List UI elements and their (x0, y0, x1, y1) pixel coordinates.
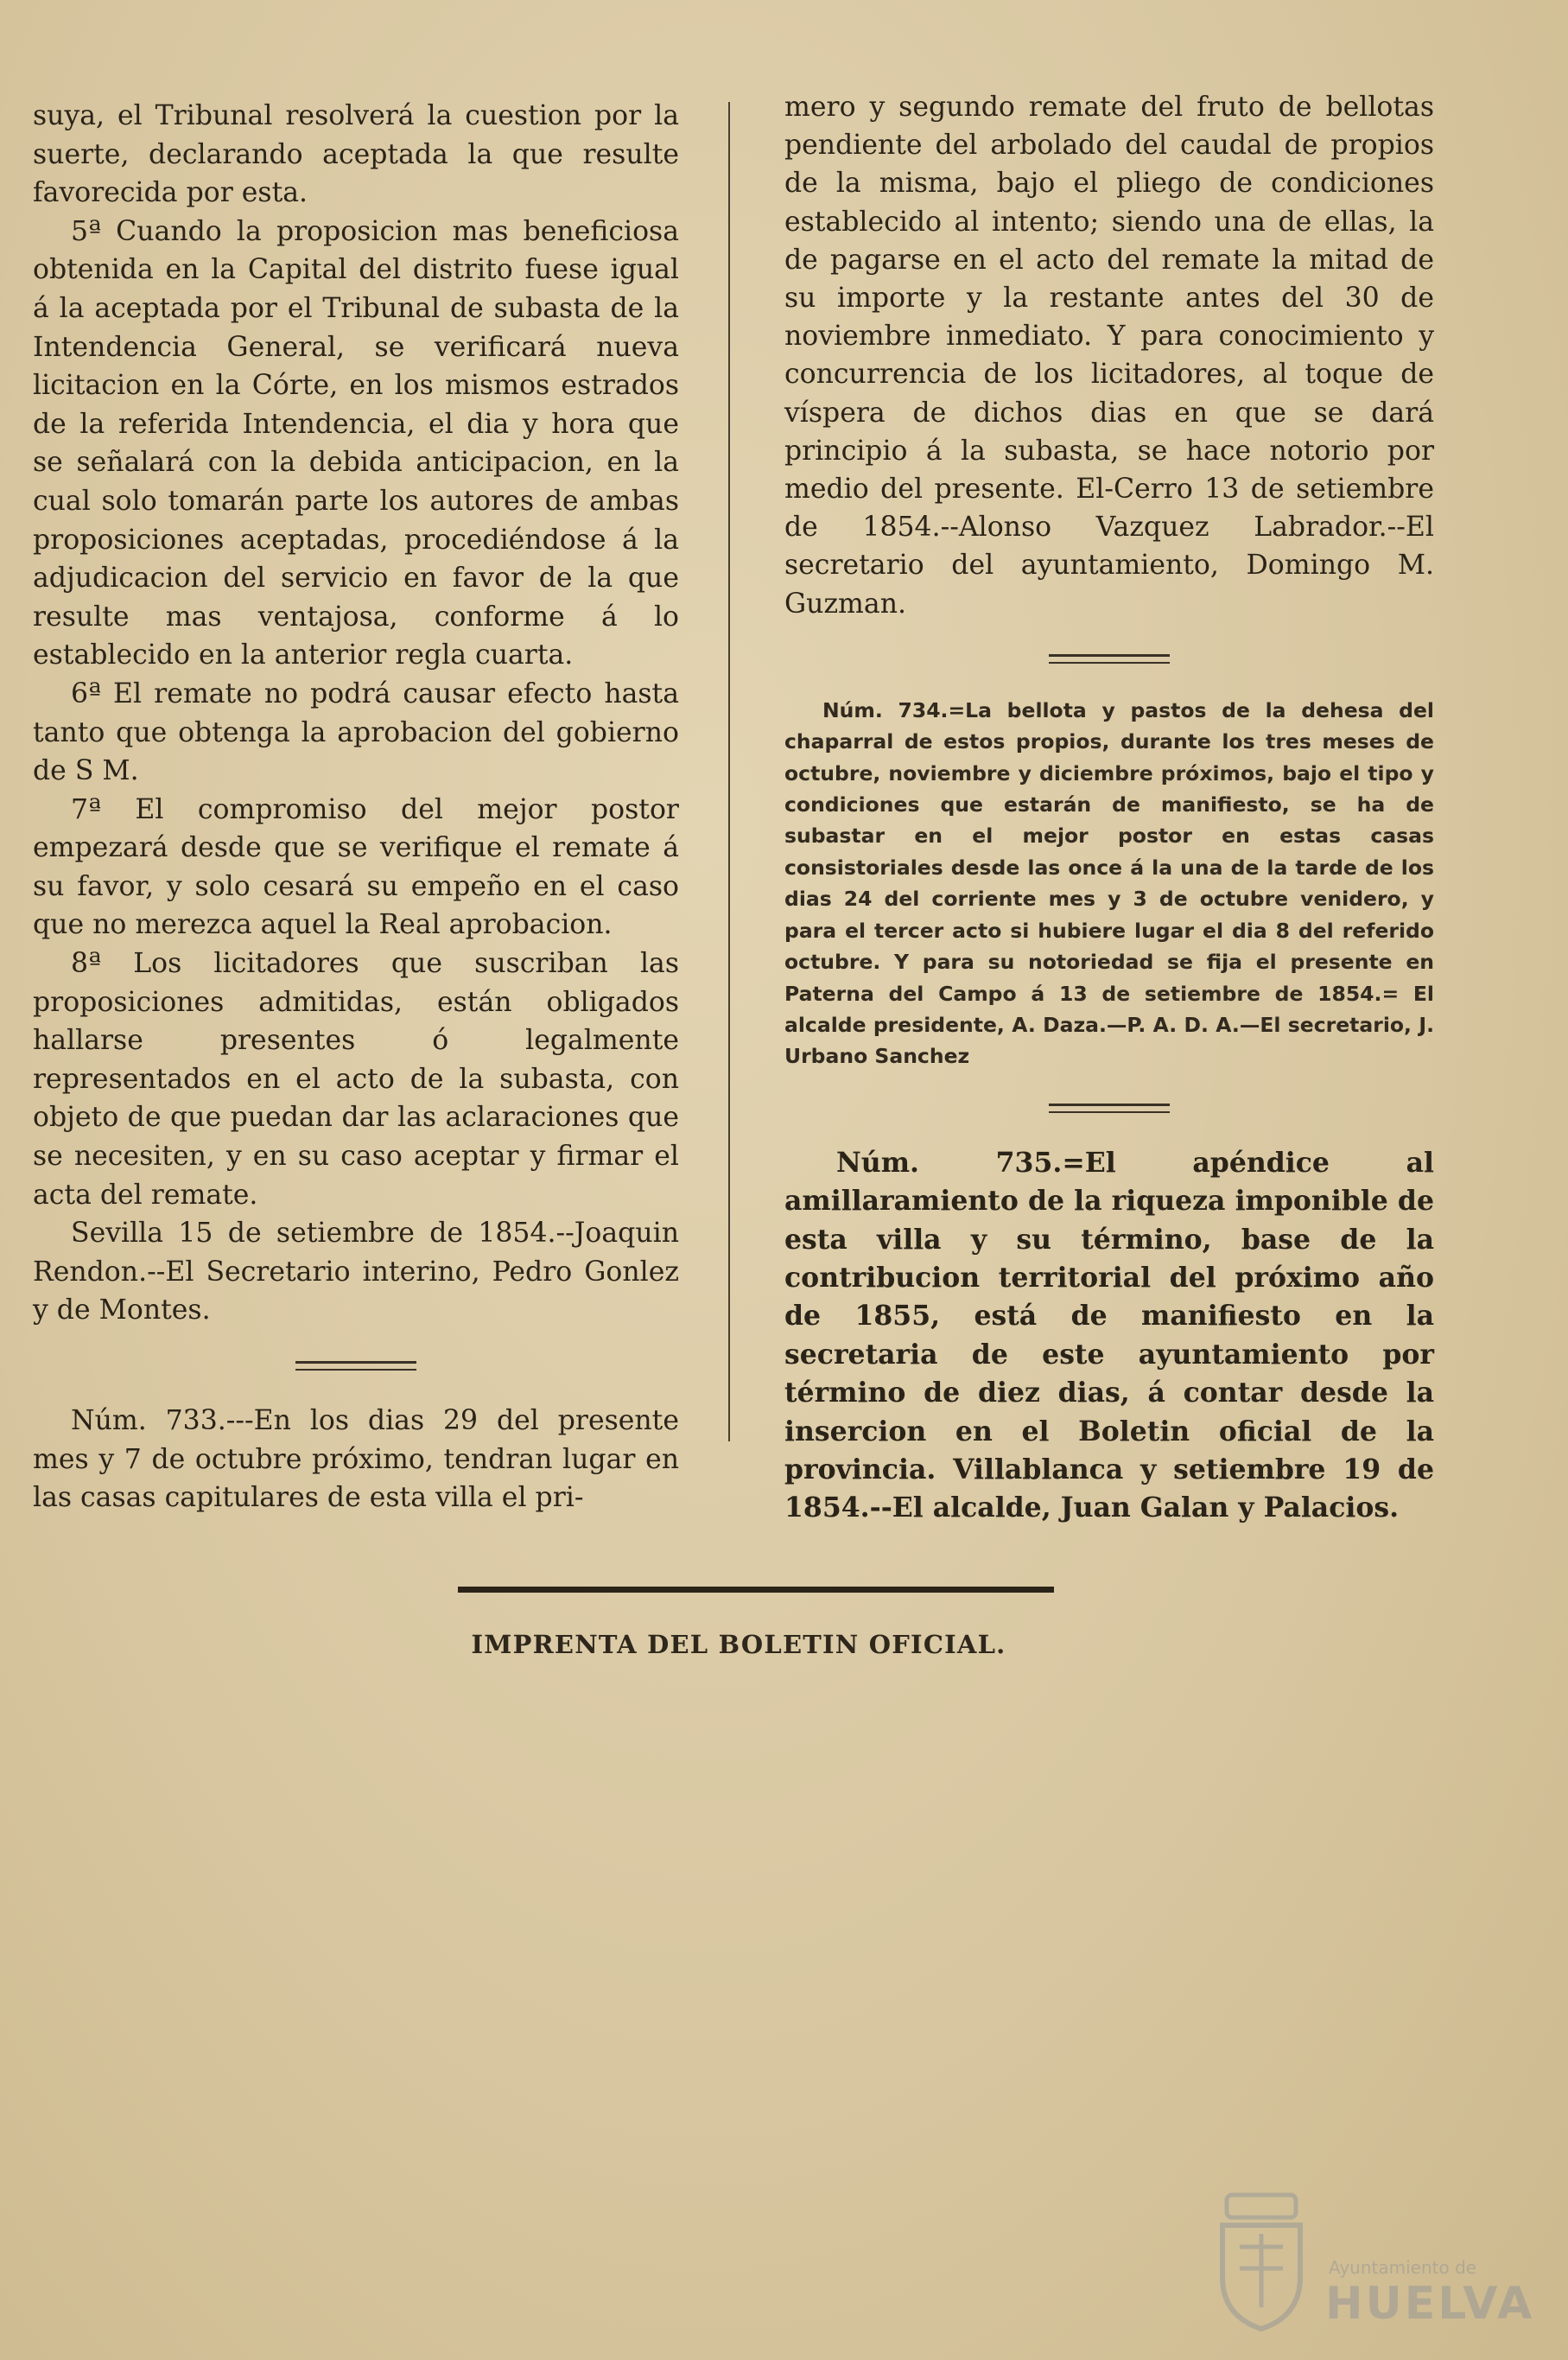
watermark-line-1: Ayuntamiento de (1329, 2257, 1477, 2278)
section-divider (295, 1361, 416, 1371)
column-divider (728, 102, 730, 1441)
rule-7-paragraph: 7ª El compromiso del mejor postor empezará desde que se verifique el remate á su favor, y solo cesará su empeño en el caso que no merezca aquel la Real aprobacion. (33, 793, 679, 941)
imprint-line: IMPRENTA DEL BOLETIN OFICIAL. (471, 1630, 1006, 1659)
section-divider (1049, 1104, 1170, 1113)
rule-8-paragraph: 8ª Los licitadores que suscriban las proposiciones admitidas, están obligados hallarse presentes ó legalmente representados en el acto de la subasta, con objeto de que puedan dar las aclaraciones que se necesiten, y en su caso aceptar y firmar el acta del remate. (33, 948, 679, 1211)
crest-icon (1209, 2186, 1313, 2333)
left-column (33, 97, 679, 1517)
watermark-line-2: HUELVA (1325, 2278, 1535, 2330)
rule-6-paragraph: 6ª El remate no podrá causar efecto hasta tanto que obtenga la aprobacion del gobierno de S M. (33, 677, 679, 787)
notice-733-paragraph: Núm. 733.---En los dias 29 del presente mes y 7 de octubre próximo, tendran lugar en las casas capitulares de esta villa el pri- (33, 1405, 679, 1514)
rule-5-paragraph: 5ª Cuando la proposicion mas beneficiosa obtenida en la Capital del distrito fuese igual á la aceptada por el Tribunal de subasta de la Intendencia General, se verificará nueva licitacion en la Córte, en los mismos estrados de la referida Intendencia, el dia y hora que se señalará con la debida anticipacion, en la cual solo tomarán parte los autores de ambas proposiciones aceptadas, procediéndose á la adjudicacion del servicio en favor de la que resulte mas ventajosa, conforme á lo establecido en la anterior regla cuarta. (33, 215, 679, 671)
notice-733-continued: mero y segundo remate del fruto de bellotas pendiente del arbolado del caudal de propios de la misma, bajo el pliego de condiciones establecido al intento; siendo una de ellas, la de pagarse en el acto del remate la mitad de su importe y la restante antes del 30 de noviembre inmediato. Y para conocimiento y concurrencia de los licitadores, al toque de víspera de dichos dias en que se dará principio á la subasta, se hace notorio por medio del presente. El-Cerro 13 de setiembre de 1854.--Alonso Vazquez Labrador.--El secretario del ayuntamiento, Domingo M. Guzman. (784, 92, 1434, 620)
notice-735-paragraph: Núm. 735.=El apéndice al amillaramiento de la riqueza imponible de esta villa y su término, base de la contribucion territorial del próximo año de 1855, está de manifiesto en la secretaria de este ayuntamiento por término de diez dias, á contar desde la insercion en el Boletin oficial de la provincia. Villablanca y setiembre 19 de 1854.--El alcalde, Juan Galan y Palacios. (784, 1146, 1434, 1524)
right-column (784, 88, 1434, 1528)
left-paragraph-1: suya, el Tribunal resolverá la cuestion por la suerte, declarando aceptada la que resulte favorecida por esta. (33, 100, 679, 209)
signature-paragraph: Sevilla 15 de setiembre de 1854.--Joaquin Rendon.--El Secretario interino, Pedro Gonlez y de Montes. (33, 1218, 679, 1326)
notice-734-paragraph: Núm. 734.=La bellota y pastos de la dehesa del chaparral de estos propios, durante los tres meses de octubre, noviembre y diciembre próximos, bajo el tipo y condiciones que estarán de manifiesto, se ha de subastar en el mejor postor en estas casas consistoriales desde las once á la una de la tarde de los dias 24 del corriente mes y 3 de octubre venidero, y para el tercer acto si hubiere lugar el dia 8 del referido octubre. Y para su notoriedad se fija el presente en Paterna del Campo á 13 de setiembre de 1854.= El alcalde presidente, A. Daza.—P. A. D. A.—El secretario, J. Urbano Sanchez (784, 697, 1434, 1069)
archive-watermark (1209, 2186, 1535, 2350)
section-divider (1049, 654, 1170, 664)
footer-rule (458, 1587, 1054, 1593)
